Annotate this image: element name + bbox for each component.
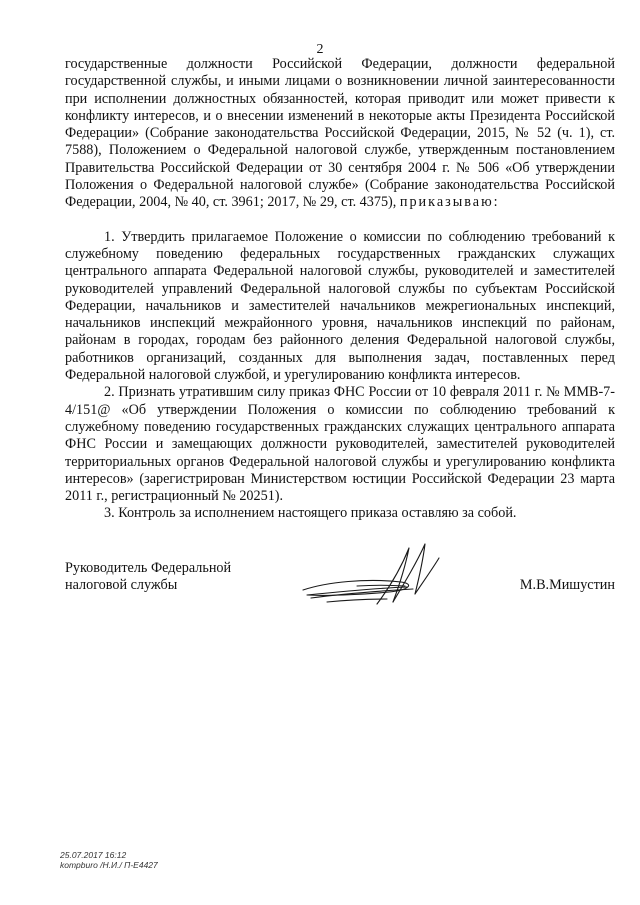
signer-title-line-2: налоговой службы bbox=[65, 577, 178, 594]
signer-name: М.В.Мишустин bbox=[519, 577, 615, 593]
document-body bbox=[65, 56, 615, 523]
document-footer bbox=[60, 850, 158, 870]
intro-text: государственные должности Российской Федерации, должности федеральной государственной службы, и иными лицами о возникновении личной заинтересованности при исполнении должностных обязанностей, которая приводит или может привести к конфликту интересов, и о внесении изменений в некоторые акты Президента Российской Федерации» (Собрание законодательства Российской Федерации, 2015, № 52 (ч. 1), ст. 7588), Положением о Федеральной налоговой службе, утвержденным постановлением Правительства Российской Федерации от 30 сентября 2004 г. № 506 «Об утверждении Положения о Федеральной налоговой службе» (Собрание законодательства Российской Федерации, 2004, № 40, ст. 3961; 2017, № 29, ст. 4375), bbox=[65, 56, 615, 211]
paragraph-gap bbox=[65, 212, 615, 229]
order-keyword: приказываю: bbox=[399, 194, 500, 211]
order-item-2: 2. Признать утратившим силу приказ ФНС России от 10 февраля 2011 г. № ММВ-7-4/151@ «Об утверждении Положения о комиссии по соблюдению требований к служебному поведению государственных гражданских служащих центрального аппарата ФНС России и замещающих должности руководителей, заместителей руководителей территориальных органов Федеральной налоговой службы и урегулированию конфликта интересов» (зарегистрирован Министерством юстиции Российской Федерации 23 марта 2011 г., регистрационный № 20251). bbox=[65, 384, 615, 505]
signer-title-line-1: Руководитель Федеральной bbox=[65, 560, 232, 576]
order-item-3: 3. Контроль за исполнением настоящего приказа оставляю за собой. bbox=[104, 505, 517, 522]
footer-date: 25.07.2017 16:12 bbox=[60, 850, 127, 860]
page-number: 2 bbox=[316, 42, 324, 57]
signer-title bbox=[65, 560, 265, 595]
handwritten-signature bbox=[297, 538, 447, 616]
order-item-1: 1. Утвердить прилагаемое Положение о комиссии по соблюдению требований к служебному поведению федеральных государственных гражданских служащих центрального аппарата Федеральной налоговой службы, руководителей и заместителей руководителей управлений Федеральной налоговой службы по субъектам Российской Федерации, начальников и заместителей начальников межрегиональных инспекций, начальников инспекций межрайонного уровня, начальников инспекций по районам, районам в городах, городам без районного деления Федеральной налоговой службы, работников организаций, созданных для выполнения задач, поставленных перед Федеральной налоговой службой, и урегулированию конфликта интересов. bbox=[65, 228, 615, 384]
footer-file-ref: kompburo /Н.И./ П-Е4427 bbox=[60, 860, 158, 870]
signature-block bbox=[65, 560, 615, 610]
intro-paragraph bbox=[65, 56, 615, 212]
